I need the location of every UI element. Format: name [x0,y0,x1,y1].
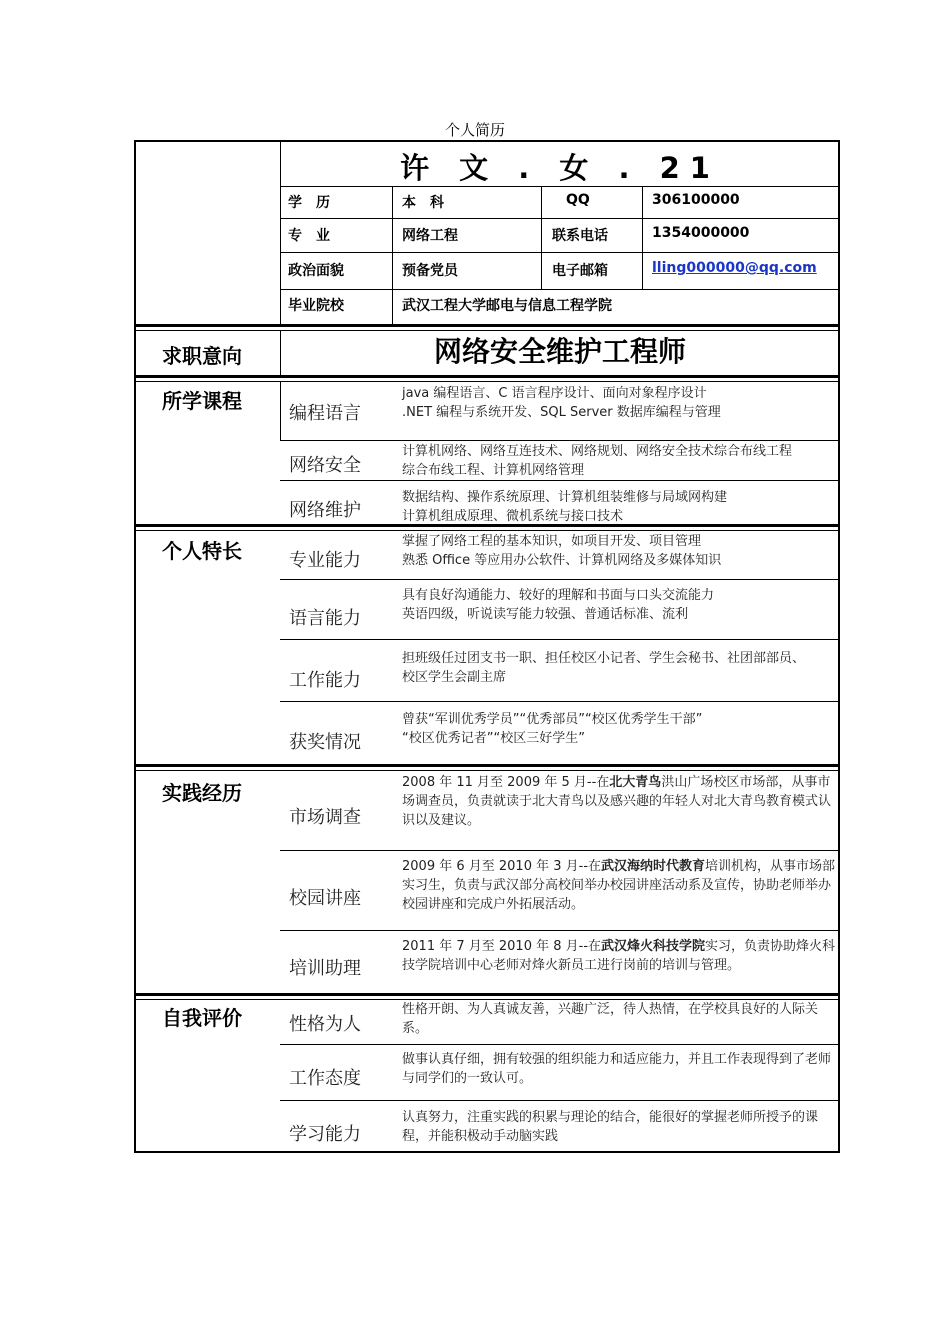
email-label: 电子邮箱 [552,263,608,279]
practice-title: 市场调查 [289,807,361,828]
qq-value: 306100000 [652,192,740,208]
school-value: 武汉工程大学邮电与信息工程学院 [402,298,612,314]
self-eval-title: 性格为人 [289,1014,361,1035]
self-eval-text: 认真努力，注重实践的积累与理论的结合，能很好的掌握老师所授予的课程，并能积极动手动脑实践 [402,1110,819,1144]
resume-table [134,140,840,1153]
skill-title: 工作能力 [289,670,361,691]
course-line: 数据结构、操作系统原理、计算机组装维修与局域网构建 [402,490,728,505]
skill-line: 具有良好沟通能力、较好的理解和书面与口头交流能力 [402,588,715,603]
phone-value: 1354000000 [652,225,750,241]
candidate-name: 许 文 . 女 . 21 [400,151,720,185]
job-intent-label: 求职意向 [162,344,242,368]
education-label: 学 历 [288,195,330,211]
skill-line: “校区优秀记者”“校区三好学生” [402,731,585,746]
practice-title: 培训助理 [289,958,361,979]
skill-line: 担班级任过团支书一职、担任校区小记者、学生会秘书、社团部部员、 [402,651,806,666]
skill-line: 熟悉 Office 等应用办公软件、计算机网络及多媒体知识 [402,553,722,568]
political-status-label: 政治面貌 [288,263,344,279]
skill-line: 英语四级，听说读写能力较强、普通话标准、流利 [402,607,689,622]
self-eval-title: 学习能力 [289,1124,361,1145]
course-title: 编程语言 [289,403,361,424]
course-title: 网络维护 [289,500,361,521]
qq-label: QQ [566,192,590,208]
skills-label: 个人特长 [162,539,242,563]
practice-title: 校园讲座 [289,888,361,909]
job-intent-value: 网络安全维护工程师 [433,335,686,368]
political-status-value: 预备党员 [402,263,458,279]
self-eval-text: 性格开朗、为人真诚友善，兴趣广泛，待人热情，在学校具良好的人际关系。 [402,1002,819,1036]
course-line: 计算机网络、网络互连技术、网络规划、网络安全技术综合布线工程 [402,444,793,459]
skill-title: 语言能力 [289,608,361,629]
education-value: 本 科 [402,195,444,211]
phone-label: 联系电话 [552,228,608,244]
practice-text: 2011 年 7 月至 2010 年 8 月--在武汉烽火科技学院实习，负责协助烽火科技学院培训中心老师对烽火新员工进行岗前的培训与管理。 [402,939,836,973]
major-label: 专 业 [288,228,330,244]
skill-line: 校区学生会副主席 [402,670,507,685]
skill-title: 获奖情况 [289,732,361,753]
email-link[interactable]: lling000000@qq.com [652,260,817,276]
school-label: 毕业院校 [288,298,344,314]
practice-text: 2009 年 6 月至 2010 年 3 月--在武汉海纳时代教育培训机构，从事市场部实习生，负责与武汉部分高校间举办校园讲座活动系及宣传，协助老师举办校园讲座和完成户外拓展活动。 [402,859,836,912]
document-title: 个人简历 [444,121,505,139]
course-line: .NET 编程与系统开发、SQL Server 数据库编程与管理 [402,405,721,420]
self-eval-text: 做事认真仔细，拥有较强的组织能力和适应能力，并且工作表现得到了老师与同学们的一致认可。 [402,1052,832,1086]
self-eval-label: 自我评价 [162,1006,242,1030]
course-line: 计算机组成原理、微机系统与接口技术 [402,509,624,524]
practice-label: 实践经历 [162,781,242,805]
practice-text: 2008 年 11 月至 2009 年 5 月--在北大青鸟洪山广场校区市场部，从事市场调查员，负责就读于北大青鸟以及感兴趣的年轻人对北大青鸟教育模式认识以及建议。 [402,775,832,828]
skill-title: 专业能力 [289,550,361,571]
courses-label: 所学课程 [162,389,242,413]
major-value: 网络工程 [402,228,458,244]
course-title: 网络安全 [289,455,361,476]
course-line: 综合布线工程、计算机网络管理 [402,463,585,478]
skill-line: 掌握了网络工程的基本知识，如项目开发、项目管理 [402,534,702,549]
skill-line: 曾获“军训优秀学员”“优秀部员”“校区优秀学生干部” [402,712,703,727]
course-line: java 编程语言、C 语言程序设计、面向对象程序设计 [402,386,707,401]
self-eval-title: 工作态度 [289,1068,361,1089]
